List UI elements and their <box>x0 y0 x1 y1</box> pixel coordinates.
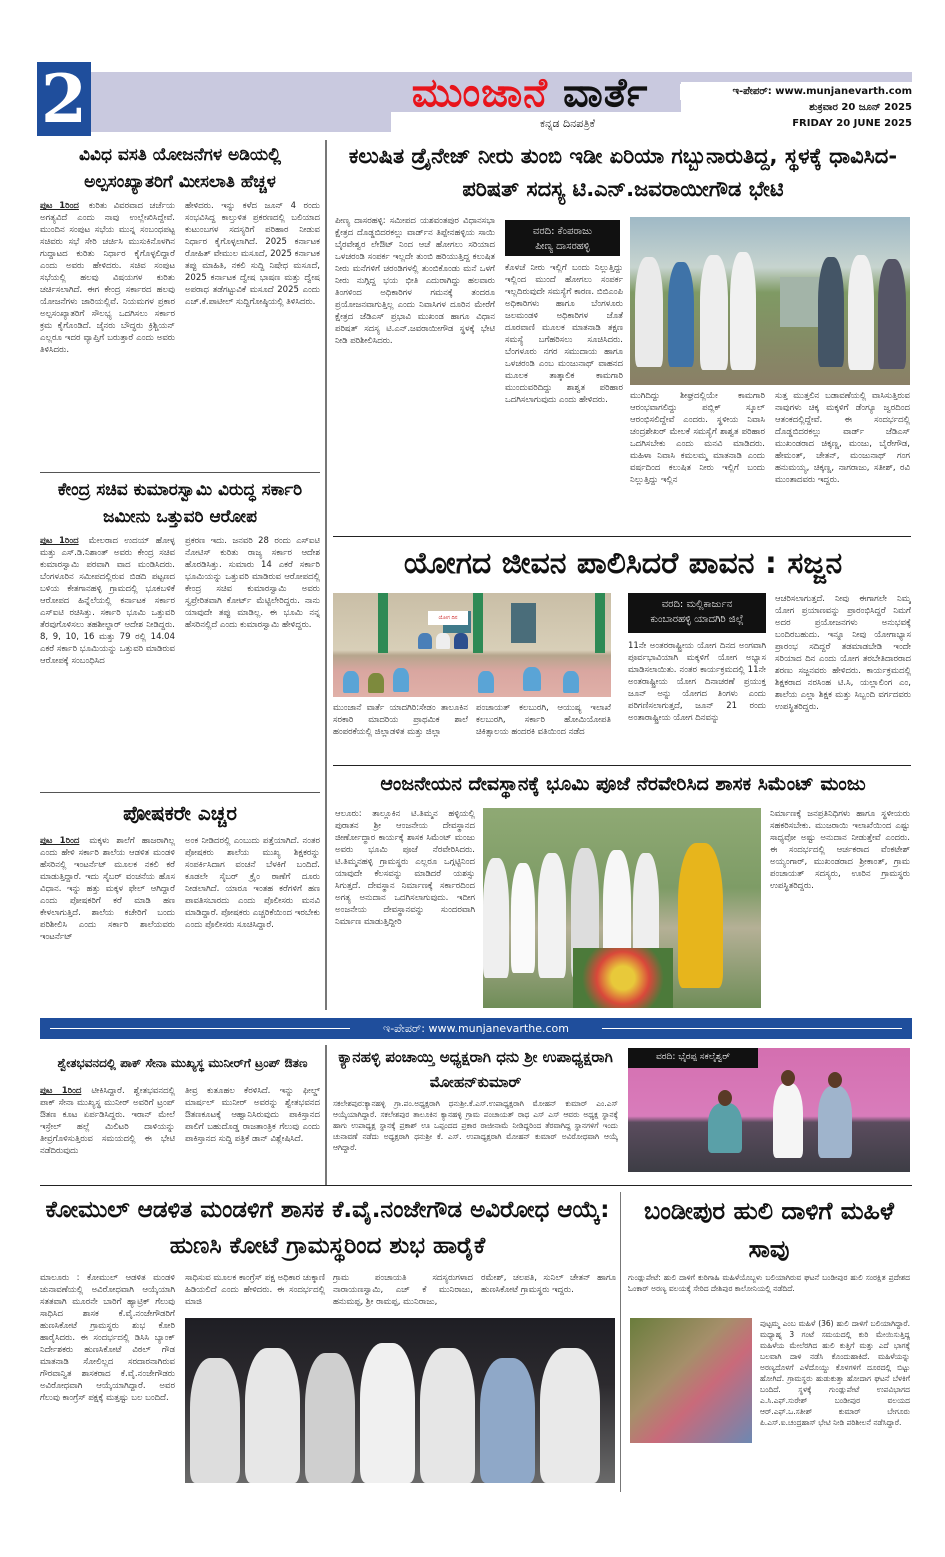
byline-box <box>628 593 766 633</box>
column-divider <box>325 140 327 1010</box>
headline-bandipur-tiger: ಬಂಡೀಪುರ ಹುಲಿ ದಾಳಿಗೆ ಮಹಿಳೆ ಸಾವು <box>643 1197 895 1263</box>
headline-yoga: ಯೋಗದ ಜೀವನ ಪಾಲಿಸಿದರೆ ಪಾವನ : ಸಜ್ಜನ <box>403 546 843 581</box>
article-body: ಕೊಳಚೆ ನೀರು ಇಲ್ಲಿಗೆ ಬಂದು ನಿಲ್ಲುತ್ತಿದ್ದು ಇಲ್ಲಿಂದ ಮುಂದೆ ಹೋಗಲು ಸಂಪರ್ಕ ಇಲ್ಲದಿರುವುದೇ ಸಮಸ್ಯೆಗೆ ಕಾರಣ. ಬಿಬಿಎಂಪಿ ಅಧಿಕಾರಿಗಳು ಹಾಗೂ ಬೆಂಗಳೂರು ಜಲಮಂಡಳಿ ಅಧಿಕಾರಿಗಳ ಜೊತೆ ದೂರವಾಣಿ ಮೂಲಕ ಮಾತನಾಡಿ ತಕ್ಷಣ ಸಮಸ್ಯೆ ಬಗೆಹರಿಸಲು ಸೂಚಿಸಿದರು. ಬೆಂಗಳೂರು ನಗರ ಸಮುದಾಯ ಹಾಗೂ ಒಳಚರಂಡಿ ಎಂಬ ಮಂಜುನಾಥ್ ವಾಹನದ ಮೂಲಕ ತಾತ್ಕಾಲಿಕ ಕಾಮಗಾರಿ ಮುಂದುವರಿದಿದ್ದು ಶಾಶ್ವತ ಪರಿಹಾರ ಒದಗಿಸಲಾಗುವುದು ಎಂದು ಹೇಳಿದರು. <box>505 263 623 405</box>
article-body: ರಮೇಶ್, ಚಲಪತಿ, ಸುನಿಲ್ ಚೇತನ್ ಹಾಗೂ ಹುಣಸಿಕೋಟೆ ಗ್ರಾಮಸ್ಥರು ಇದ್ದರು. <box>481 1273 616 1295</box>
photo-tiger-victim <box>630 1318 752 1443</box>
article-body: ಪುಟ 1ರಿಂದ ಮಕ್ಕಳು ಶಾಲೆಗೆ ಹಾಜರಾಗಿಲ್ಲ ಎಂದು ಹೇಳಿ ಸರ್ಕಾರಿ ಶಾಲೆಯ ಆಡಳಿತ ಮಂಡಳಿ ಹೆಸರಿನಲ್ಲಿ ಇಂಟರ್ನೆಟ್ ಮೂಲಕ ನಕಲಿ ಕರೆ ಮಾಡುತ್ತಿದ್ದಾರೆ. ಇದು ಸೈಬರ್ ವಂಚನೆಯ ಹೊಸ ವಿಧಾನ. ಇನ್ನು ಹತ್ತು ಮಕ್ಕಳ ಫೇಲ್ ಆಗಿದ್ದಾರೆ ಎಂದು ಪೋಷಕರಿಗೆ ಕರೆ ಮಾಡಿ ಹಣ ಕೇಳಲಾಗುತ್ತಿದೆ. ಶಾಲೆಯ ಕಚೇರಿಗೆ ಬಂದು ಪರಿಶೀಲಿಸಿ ಎಂದು ಸರ್ಕಾರಿ ಶಾಲೆಯವರು ಇಂಟರ್ನೆಟ್ <box>40 836 175 942</box>
page-number: 2 <box>37 62 91 136</box>
article-body: 11ನೇ ಅಂತರರಾಷ್ಟ್ರೀಯ ಯೋಗ ದಿನದ ಅಂಗವಾಗಿ ಪೂರ್ವಭಾವಿಯಾಗಿ ಮಕ್ಕಳಿಗೆ ಯೋಗ ಅಭ್ಯಾಸ ಮಾಡಿಸಲಾಯಿತು. ನಂತರ ಕಾರ್ಯಕ್ರಮದಲ್ಲಿ 11ನೇ ಅಂತರಾಷ್ಟ್ರೀಯ ಯೋಗ ದಿನಾಚರಣೆ ಪ್ರಯುಕ್ತ ಜೂನ್ ಅನ್ನು ಯೋಗದ ತಿಂಗಳು ಎಂದು ಪರಿಗಣಿಸಲಾಗುತ್ತದೆ, ಜೂನ್ 21 ರಂದು ಅಂತಾರಾಷ್ಟ್ರೀಯ ಯೋಗ ದಿನವನ್ನು <box>628 641 766 723</box>
headline-drainage: ಕಲುಷಿತ ಡ್ರೈನೇಜ್ ನೀರು ತುಂಬಿ ಇಡೀ ಏರಿಯಾ ಗಬ್ಬುನಾರುತಿದ್ದ, ಸ್ಥಳಕ್ಕೆ ಧಾವಿಸಿದ-ಪರಿಷತ್ ಸದಸ್ಯ ಟಿ.ಎನ್.ಜವರಾಯೀಗೌಡ ಭೇಟಿ <box>348 144 898 201</box>
byline-reporter: ವರದಿ: ಮಲ್ಲಿಕಾರ್ಜುನ <box>661 599 733 610</box>
epaper-link[interactable]: ಇ-ಪೇಪರ್: www.munjanevarthe.com <box>377 1022 575 1035</box>
article-body: ತೀವ್ರ ಕುತೂಹಲ ಕೆರಳಿಸಿದೆ. ಇನ್ನು ಫೀಲ್ಡ್ ಮಾರ್ಷಲ್ ಮುನೀರ್ ಅವರನ್ನು ಶ್ವೇತಭವನದ ಔತಣಕೂಟಕ್ಕೆ ಆಹ್ವಾನಿಸಿರುವುದು ಪಾಕಿಸ್ತಾನದ ಪಾಲಿಗೆ ಬಹುದೊಡ್ಡ ರಾಜತಾಂತ್ರಿಕ ಗೆಲುವು ಎಂದು ಪಾಕಿಸ್ತಾನದ ಸುದ್ದಿ ಪತ್ರಿಕೆ ಡಾನ್ ವಿಶ್ಲೇಷಿಸಿದೆ. <box>185 1086 320 1144</box>
headline-kumaraswamy: ಕೇಂದ್ರ ಸಚಿವ ಕುಮಾರಸ್ವಾಮಿ ವಿರುದ್ಧ ಸರ್ಕಾರಿ ಜಮೀನು ಒತ್ತುವರಿ ಆರೋಪ <box>57 480 303 527</box>
photo-yoga-children <box>333 593 611 697</box>
divider <box>40 472 320 473</box>
continued-kicker: ಪುಟ 1ರಿಂದ <box>40 836 80 846</box>
headline-minority-reservation: ವಿವಿಧ ವಸತಿ ಯೋಜನೆಗಳ ಅಡಿಯಲ್ಲಿ ಅಲ್ಪಸಂಖ್ಯಾತರಿಗೆ ಮೀಸಲಾತಿ ಹೆಚ್ಚಳ <box>79 145 281 192</box>
article-body: ಮುಗಿದಿದ್ದು ಶೀಘ್ರದಲ್ಲಿಯೇ ಕಾಮಗಾರಿ ಆರಂಭವಾಗಲಿದ್ದು ಪಬ್ಲಿಕ್ ಸ್ಕೂಲ್ ಆರಂಭಿಸಲಿದ್ದೇವೆ ಎಂದರು. ಸ್ಥಳೀಯ ನಿವಾಸಿ ಚಂದ್ರಶೇಖರ್ ಮೇಲಕೆ ಸಮಸ್ಯೆಗೆ ಶಾಶ್ವತ ಪರಿಹಾರ ಒದಗಿಸಬೇಕು ಎಂದು ಮನವಿ ಮಾಡಿದರು. ಮಹಿಳಾ ನಿವಾಸಿ ಕಮಲಮ್ಮ ಮಾತನಾಡಿ ಎಂದು ವರ್ಷದಿಂದ ಕಲುಷಿತ ನೀರು ಇಲ್ಲಿಗೆ ಬಂದು ನಿಲ್ಲುತ್ತಿದ್ದು ಇಲ್ಲಿನ <box>630 391 765 485</box>
divider <box>40 1185 912 1186</box>
yoga-banner: ಯೋಗ ದಿನ <box>428 611 468 625</box>
article-body: ಗ್ರಾಮ ಪಂಚಾಯತಿ ಸದಸ್ಯರುಗಳಾದ ನಾರಾಯಣಸ್ವಾಮಿ, ಎಚ್ ಕೆ ಮುನಿರಾಜು, ಹನುಮಪ್ಪ, ಶ್ರೀ ರಾಮಪ್ಪ, ಮುನಿರಾಜು, <box>333 1273 473 1307</box>
article-body: ಪುಟ 1ರಿಂದ ಮೇಲರಾದ ಉದಯ್ ಹೋಳ್ಳ ಮತ್ತು ಎಸ್.ಡಿ.ನಿಶಾಂತ್ ಅವರು ಕೇಂದ್ರ ಸಚಿವ ಕುಮಾರಸ್ವಾಮಿ ಪರವಾಗಿ ವಾದ ಮಂಡಿಸಿದರು. ಬೆಂಗಳೂರಿನ ಸಮೀಪದಲ್ಲಿರುವ ಬಿಡದಿ ಪಟ್ಟಣದ ಬಳಿಯ ಕೇತಗಾನಹಳ್ಳಿ ಗ್ರಾಮದಲ್ಲಿ ಭೂಕಬಳಿಕೆ ಆರೋಪದ ಹಿನ್ನೆಲೆಯಲ್ಲಿ ಕರ್ನಾಟಕ ಸರ್ಕಾರ ಎಸ್‌ಐಟಿ ರಚಿಸಿತ್ತು. ಸರ್ಕಾರಿ ಭೂಮಿ ಒತ್ತುವರಿ ತೆರವುಗೊಳಿಸಲು ತಹಶೀಲ್ದಾರ್ ಆದೇಶ ನೀಡಿದ್ದರು. 8, 9, 10, 16 ಮತ್ತು 79 ರಲ್ಲಿ 14.04 ಎಕರೆ ಸರ್ಕಾರಿ ಭೂಮಿಯನ್ನು ಒತ್ತುವರಿ ಮಾಡಿರುವ ಆರೋಪಕ್ಕೆ ಸಂಬಂಧಿಸಿದ <box>40 536 175 666</box>
article-body: ಗುಂಡ್ಲುಪೇಟೆ: ಹುಲಿ ದಾಳಿಗೆ ಕುರಿಗಾಹಿ ಮಹಿಳೆಯೊಬ್ಬಳು ಬಲಿಯಾಗಿರುವ ಘಟನೆ ಬಂಡೀಪುರ ಹುಲಿ ಸಂರಕ್ಷಿತ ಪ್ರದೇಶದ ಓಂಕಾರ್ ಅರಣ್ಯ ವಲಯಕ್ಕೆ ಸೇರಿದ ದೇಶಿಪುರ ಕಾಲೋನಿಯಲ್ಲಿ ನಡೆದಿದೆ. <box>628 1273 910 1293</box>
article-body: ಪ್ರಕರಣ ಇದು. ಜನವರಿ 28 ರಂದು ಎಸ್‌ಐಟಿ ನೋಟಿಸ್ ಕುರಿತು ರಾಜ್ಯ ಸರ್ಕಾರ ಆದೇಶ ಹೊರಡಿಸಿತ್ತು. ಸುಮಾರು 14 ಎಕರೆ ಸರ್ಕಾರಿ ಭೂಮಿಯನ್ನು ಒತ್ತುವರಿ ಮಾಡಿರುವ ಆರೋಪದಲ್ಲಿ ಕೇಂದ್ರ ಸಚಿವ ಕುಮಾರಸ್ವಾಮಿ ಅವರು ಸ್ವಪ್ರೇರಿತವಾಗಿ ಕೋರ್ಟ್ ಮೆಟ್ಟಿಲೇರಿದ್ದರು. ನಾನು ಯಾವುದೇ ತಪ್ಪು ಮಾಡಿಲ್ಲ. ಈ ಭೂಮಿ ನನ್ನ ಹೆಸರಿನಲ್ಲಿದೆ ಎಂದು ಕುಮಾರಸ್ವಾಮಿ ಹೇಳಿದ್ದರು. <box>185 536 320 630</box>
logo-part-2: ವಾರ್ತೆ <box>562 70 649 116</box>
article-body: ನಿರ್ಮಾಣಕ್ಕೆ ಜನಪ್ರತಿನಿಧಿಗಳು ಹಾಗೂ ಸ್ಥಳೀಯರು ಸಹಕರಿಸಬೇಕು. ಮುಜರಾಯಿ ಇಲಾಖೆಯಿಂದ ಎಷ್ಟು ಸಾಧ್ಯವೋ ಅಷ್ಟು ಅನುದಾನ ನೀಡುತ್ತೇವೆ ಎಂದರು. ಈ ಸಂದರ್ಭದಲ್ಲಿ ಆರ್ಚಕರಾದ ವೆಂಕಟೇಶ್ ಅಯ್ಯಂಗಾರ್, ಮುಖಂಡರಾದ ಶ್ರೀಕಾಂತ್, ಗ್ರಾಮ ಪಂಚಾಯತ್ ಸದಸ್ಯರು, ಊರಿನ ಗ್ರಾಮಸ್ಥರು ಉಪಸ್ಥಿತರಿದ್ದರು. <box>770 809 910 891</box>
newspaper-logo <box>395 68 665 118</box>
headline-kyanahalli: ಕ್ಯಾನಹಳ್ಳಿ ಪಂಚಾಯ್ತಿ ಅಧ್ಯಕ್ಷರಾಗಿ ಧನು ಶ್ರೀ ಉಪಾಧ್ಯಕ್ಷರಾಗಿ ಮೋಹನ್‌ಕುಮಾರ್ <box>338 1048 613 1091</box>
masthead-info <box>680 72 912 132</box>
headline-komul: ಕೋಮುಲ್ ಆಡಳಿತ ಮಂಡಳಿಗೆ ಶಾಸಕ ಕೆ.ವೈ.ನಂಜೇಗೌಡ ಅವಿರೋಧ ಆಯ್ಕೆ: ಹುಣಸಿ ಕೋಟೆ ಗ್ರಾಮಸ್ಥರಿಂದ ಶುಭ ಹಾರೈಕೆ <box>45 1197 610 1259</box>
article-body: ಸಕಲೇಶಪುರ:ಕ್ಯಾನಹಳ್ಳಿ ಗ್ರಾ.ಪಂ.ಅಧ್ಯಕ್ಷರಾಗಿ ಧನುಶ್ರೀ.ಕೆ.ಎಸ್.ಉಪಾಧ್ಯಕ್ಷರಾಗಿ ಮೋಹನ್ ಕುಮಾರ್ ಎಂ.ಎಸ್ ಆಯ್ಕೆಯಾಗಿದ್ದಾರೆ. ಸಕಲೇಶಪುರ ತಾಲೂಕಿನ ಕ್ಯಾನಹಳ್ಳಿ ಗ್ರಾಮ ಪಂಚಾಯತ್ ರಾಧ ಎಸ್ ಎಸ್ ಆವರು ಅಧ್ಯಕ್ಷ ಸ್ಥಾನಕ್ಕೆ ಹಾಗು ಉಪಾಧ್ಯಕ್ಷ ಸ್ಥಾನಕ್ಕೆ ಪ್ರಕಾಶ್ ಊ ಒಪ್ಪಂದದ ಪ್ರಕಾರ ರಾಜೀನಾಮೆ ನೀಡಿದ್ದರಿಂದ ತೆರವಾಗಿದ್ದ ಸ್ಥಾನಗಳಿಗೆ ಇಂದು ಚುನಾವಣೆ ನಡೆದು ಅಧ್ಯಕ್ಷರಾಗಿ ಧನುಶ್ರೀ ಕೆ. ಎಸ್. ಉಪಾಧ್ಯಕ್ಷರಾಗಿ ಮೋಹನ್ ಕುಮಾರ್ ಅವಿರೋಧವಾಗಿ ಆಯ್ಕೆ ಆಗಿದ್ದಾರೆ. <box>333 1099 618 1152</box>
photo-panchayat <box>628 1048 910 1172</box>
article-body: ಹೇಳಿದರು. ಇನ್ನು ಕಳೆದ ಜೂನ್ 4 ರಂದು ಸಂಭವಿಸಿದ್ದ ಕಾಲ್ತುಳಿತ ಪ್ರಕರಣದಲ್ಲಿ ಬಲಿಯಾದ ಕುಟುಂಬಗಳ ಸದಸ್ಯರಿಗೆ ಪರಿಹಾರ ನೀಡುವ ನಿರ್ಧಾರ ಕೈಗೊಳ್ಳಲಾಗಿದೆ. 2025 ಕರ್ನಾಟಕ ರೋಹಿತ್ ವೇಮುಲ ಮಸೂದೆ, 2025 ಕರ್ನಾಟಕ ತಪ್ಪು ಮಾಹಿತಿ, ನಕಲಿ ಸುದ್ದಿ ನಿಷೇಧ ಮಸೂದೆ, 2025 ಕರ್ನಾಟಕ ದ್ವೇಷ ಭಾಷಣ ಮತ್ತು ದ್ವೇಷ ಅಪರಾಧ ತಡೆಗಟ್ಟುವಿಕೆ ಮಸೂದೆ 2025 ಎಂದು ಎಚ್.ಕೆ.ಪಾಟೀಲ್ ಸುದ್ದಿಗೋಷ್ಠಿಯಲ್ಲಿ ತಿಳಿಸಿದರು. <box>185 201 320 307</box>
column-divider <box>620 1192 621 1492</box>
divider <box>40 792 320 793</box>
byline-reporter: ವರದಿ: ಕೆಂಪರಾಜು <box>532 226 593 237</box>
byline-place: ಪೀಣ್ಯ ದಾಸರಹಳ್ಳಿ <box>535 241 590 252</box>
article-body: ಪಂಚಾಯತ್ ಕಲಬುರಗಿ, ಆಯುಷ್ಯ ಇಲಾಖೆ ಕಲಬುರಗಿ, ಸರ್ಕಾರಿ ಹೋಮಿಯೋಪತಿ ಚಿಕಿತ್ಸಾಲಯ ಹಂದರಕಿ ವತಿಯಿಂದ ನಡೆದ <box>476 703 611 737</box>
article-body: ಆಚರಿಸಲಾಗುತ್ತದೆ. ನೀವು ಈಗಾಗಲೇ ನಿಮ್ಮ ಯೋಗ ಪ್ರಯಾಣವನ್ನು ಪ್ರಾರಂಭಿಸಿದ್ದರೆ ನಿಮಗೆ ಅದರ ಪ್ರಯೋಜನಗಳು ಅನುಭವಕ್ಕೆ ಬಂದಿರಬಹುದು. ಇನ್ನೂ ನೀವು ಯೋಗಾಭ್ಯಾಸ ಪ್ರಾರಂಭ ಸದಿದ್ದರೆ ತಡಮಾಡಬೇಡಿ ಇಂದೇ ಸರಿಯಾದ ದಿನ ಎಂದು ಯೋಗ ತರಬೇತಿದಾರರಾದ ಶರಣು ಸಜ್ಜನವರು ಹೇಳಿದರು. ಕಾರ್ಯಕ್ರಮದಲ್ಲಿ ಶಿಕ್ಷಕರಾದ ನರಸಿಂಹ ಟಿ.ಸಿ, ಯಲ್ಲಾಲಿಂಗ ಎಂ, ಶಾಲೆಯ ಎಲ್ಲಾ ಶಿಕ್ಷಕ ಮತ್ತು ಸಿಬ್ಬಂದಿ ವರ್ಗದವರು ಉಪಸ್ಥಿತರಿದ್ದರು. <box>775 594 911 712</box>
headline-trump-munir: ಶ್ವೇತಭವನದಲ್ಲಿ ಪಾಕ್ ಸೇನಾ ಮುಖ್ಯಸ್ಥ ಮುನೀರ್‌ಗೆ ಟ್ರಂಪ್ ಔತಣ <box>57 1056 308 1070</box>
article-body: ಆಲೂರು: ತಾಲ್ಲೂಕಿನ ಟಿ.ತಿಮ್ಮನ ಹಳ್ಳಿಯಲ್ಲಿ ಪುರಾತನ ಶ್ರೀ ಆಂಜನೇಯ ದೇವಸ್ಥಾನದ ಜೀರ್ಣೋದ್ಧಾರ ಕಾರ್ಯಕ್ಕೆ ಶಾಸಕ ಸಿಮೆಂಟ್ ಮಂಜು ಅವರು ಭೂಮಿ ಪೂಜೆ ನೆರವೇರಿಸಿದರು. ಟಿ.ತಿಮ್ಮನಹಳ್ಳಿ ಗ್ರಾಮಸ್ಥರು ಎಲ್ಲರೂ ಒಗ್ಗಟ್ಟಿನಿಂದ ಯಾವುದೇ ಕೆಲಸವನ್ನು ಮಾಡಿದರೆ ಯಶಸ್ಸು ಸಿಗುತ್ತದೆ. ದೇವಸ್ಥಾನ ನಿರ್ಮಾಣಕ್ಕೆ ಸರ್ಕಾರದಿಂದ ಅಗತ್ಯ ಅನುದಾನ ಒದಗಿಸಲಾಗುವುದು. ಇದೀಗ ಅಂಜನೇಯ ದೇವಸ್ಥಾನವನ್ನು ಸುಂದರವಾಗಿ ನಿರ್ಮಾಣ ಮಾಡುತ್ತಿದ್ದೀರಿ <box>335 809 475 927</box>
tagline: ಕನ್ನಡ ದಿನಪತ್ರಿಕೆ <box>540 117 596 130</box>
article-body: ಪುಟ 1ರಿಂದ ಟೀಕಿಸಿದ್ದಾರೆ. ಶ್ವೇತಭವನದಲ್ಲಿ ಪಾಕ್ ಸೇನಾ ಮುಖ್ಯಸ್ಥ ಮುನೀರ್ ಅವರಿಗೆ ಟ್ರಂಪ್ ಔತಣ ಕೂಟ ಏರ್ಪಡಿಸಿದ್ದರು. ಇರಾನ್ ಮೇಲೆ ಇಸ್ರೇಲ್ ಹಲ್ಲೆ ಮಿಲಿಟರಿ ದಾಳಿಯನ್ನು ತೀವ್ರಗೊಳಿಸುತ್ತಿರುವ ಸಮಯದಲ್ಲಿ ಈ ಭೇಟಿ ನಡೆದಿರುವುದು <box>40 1086 175 1156</box>
photo-komul-felicitation <box>185 1318 615 1483</box>
article-body: ಪುಟ್ಟಮ್ಮ ಎಂಬ ಮಹಿಳೆ (36) ಹುಲಿ ದಾಳಿಗೆ ಬಲಿಯಾಗಿದ್ದಾರೆ. ಮಧ್ಯಾಹ್ನ 3 ಗಂಟೆ ಸಮಯದಲ್ಲಿ ಕುರಿ ಮೇಯಿಸುತ್ತಿದ್ದ ಮಹಿಳೆಯ ಮೇಲೆರಗಿದ ಹುಲಿ ಕುತ್ತಿಗೆ ಮತ್ತು ಎದೆ ಭಾಗಕ್ಕೆ ಬಲವಾಗಿ ದಾಳಿ ನಡೆಸಿ ಕೊಂದುಹಾಕಿದೆ. ಮಹಿಳೆಯನ್ನು ಅರಣ್ಯದೊಳಗೆ ಎಳೆದೊಯ್ದು ಕೊಳಗಳಿಗೆ ದೂರದಲ್ಲಿ ಬಿಟ್ಟು ಹೋಗಿದೆ. ಗ್ರಾಮಸ್ಥರು ಹುಡುಕುತ್ತಾ ಹೋದಾಗ ಘಟನೆ ಬೆಳಕಿಗೆ ಬಂದಿದೆ. ಸ್ಥಳಕ್ಕೆ ಗುಂಡ್ಲುಪೇಟೆ ಉಪವಿಭಾಗದ ಎ.ಸಿ.ಎಫ್.ಸುರೇಶ್ ಬಂಡೀಪುರ ವಲಯದ ಆರ್.ಎಫ್.ಒ.ಸತೀಶ್ ಕುಮಾರ್ ಬೇಗೂರು ಪಿ.ಎಸ್.ಐ.ಚಂದ್ರಹಾಸ್ ಭೇಟಿ ನೀಡಿ ಪರಿಶೀಲನೆ ನಡೆಸಿದ್ದಾರೆ. <box>760 1319 910 1427</box>
byline-place: ಕುಂಬಾರಹಳ್ಳಿ ಯಾದಗಿರಿ ಜಿಲ್ಲೆ <box>650 614 744 625</box>
continued-kicker: ಪುಟ 1ರಿಂದ <box>40 1086 82 1096</box>
photo-bhoomi-pooja <box>483 808 761 1008</box>
date-english: FRIDAY 20 JUNE 2025 <box>792 118 912 129</box>
headline-anjaneya-temple: ಆಂಜನೇಯನ ದೇವಸ್ಥಾನಕ್ಕೆ ಭೂಮಿ ಪೂಜೆ ನೆರವೇರಿಸಿದ ಶಾಸಕ ಸಿಮೆಂಟ್ ಮಂಜು <box>380 773 866 795</box>
continued-kicker: ಪುಟ 1ರಿಂದ <box>40 536 79 546</box>
masthead-band <box>91 112 391 132</box>
article-body: ಮುಂಜಾನೆ ವಾರ್ತೆ ಯಾದಗಿರಿ:ಸೇಡಂ ತಾಲೂಕಿನ ಸರಕಾರಿ ಮಾದರಿಯ ಪ್ರಾಥಮಿಕ ಶಾಲೆ ಹಂಪರಕೆಯಲ್ಲಿ ಜಿಲ್ಲಾಡಳಿತ ಮತ್ತು ಜಿಲ್ಲಾ <box>333 703 468 737</box>
article-body: ಸಾಧಿಸುವ ಮೂಲಕ ಕಾಂಗ್ರೆಸ್ ಪಕ್ಷ ಅಧಿಕಾರ ಚುಕ್ಕಾಣಿ ಹಿಡಿಯಲಿದೆ ಎಂದು ಹೇಳಿದರು. ಈ ಸಂದರ್ಭದಲ್ಲಿ ಮಾಜಿ <box>185 1273 325 1307</box>
column-divider <box>325 1045 327 1185</box>
article-body: ಪೀಣ್ಯ ದಾಸರಹಳ್ಳಿ: ಸಮೀಪದ ಯಶವಂತಪುರ ವಿಧಾನಸಭಾ ಕ್ಷೇತ್ರದ ದೊಡ್ಡಬಿದರಕಲ್ಲು ವಾರ್ಡ್‌ನ ತಿಪ್ಪೇನಹಳ್ಳಿಯ ಸಾಯಿ ಬೈರವೇಶ್ವರ ಲೇಔಟ್ ನಿಂದ ಆಚೆ ಹೋಗಲು ಸರಿಯಾದ ಒಳಚರಂಡಿ ಸಂಪರ್ಕ ಇಲ್ಲದೇ ತುಂಬಿ ಹರಿಯುತ್ತಿದ್ದ ಕಲುಷಿತ ನೀರು ಮನೆಗಳಿಗೆ ಚರಂಡಿಗಳಲ್ಲಿ ತುಂಬಿಕೊಂಡು ಮನೆ ಒಳಗೆ ನೀರು ನುಗ್ಗಿದ್ದ ಭಯ ಭೀತಿ ಎದುರಾಗಿದ್ದು ಹಲವಾರು ತಿಂಗಳಿಂದ ಅಧಿಕಾರಿಗಳ ಗಮನಕ್ಕೆ ತಂದರೂ ಪ್ರಯೋಜನವಾಗುತ್ತಿಲ್ಲ ಎಂದು ನಿವಾಸಿಗಳ ದೂರಿನ ಮೇರೆಗೆ ಕ್ಷೇತ್ರದ ಜೆಡಿಎಸ್ ಪ್ರಭಾವಿ ಮುಖಂಡ ಹಾಗೂ ವಿಧಾನ ಪರಿಷತ್ ಸದಸ್ಯ ಟಿ.ಎನ್.ಜವರಾಯೀಗೌಡ ಸ್ಥಳಕ್ಕೆ ಭೇಟಿ ನೀಡಿ ಪರಿಶೀಲಿಸಿದರು. <box>335 216 495 346</box>
article-body: ಸುತ್ತ ಮುತ್ತಲಿನ ಬಡಾವಣೆಯಲ್ಲಿ ವಾಸಿಸುತ್ತಿರುವ ನಾವುಗಳು ಚಿಕ್ಕ ಮಕ್ಕಳಿಗೆ ಡೆಂಗ್ಯೂ ಜ್ವರದಿಂದ ಆತಂಕದಲ್ಲಿದ್ದೇವೆ. ಈ ಸಂದರ್ಭದಲ್ಲಿ ದೊಡ್ಡಬಿದರಕಲ್ಲು ವಾರ್ಡ್ ಜೆಡಿಎಸ್ ಮುಖಂಡರಾದ ಚಿಕ್ಕಣ್ಣ, ಮಂಜು, ಬೈರೇಗೌಡ, ಹೇಮಂತ್, ಚೇತನ್, ಮಂಜುನಾಥ್ ಗಂಗ ಹನುಮಯ್ಯ, ಚಿಕ್ಕಣ್ಣ, ನಾಗರಾಜು, ಸತೀಶ್, ರವಿ ಮುಂತಾದವರು ಇದ್ದರು. <box>775 391 910 485</box>
article-body: ಅಂಕ ನೀಡಿದರಲ್ಲಿ ಎಂಬುದು ಪತ್ತೆಯಾಗಿದೆ. ನಂತರ ಪೋಷಕರು ಶಾಲೆಯ ಮುಖ್ಯ ಶಿಕ್ಷಕರನ್ನು ಸಂಪರ್ಕಿಸಿದಾಗ ವಂಚನೆ ಬೆಳಕಿಗೆ ಬಂದಿದೆ. ಕೂಡಲೇ ಸೈಬರ್ ಕ್ರೈಂ ಠಾಣೆಗೆ ದೂರು ನೀಡಲಾಗಿದೆ. ಯಾರೂ ಇಂತಹ ಕರೆಗಳಿಗೆ ಹಣ ಪಾವತಿಸಬಾರದು ಎಂದು ಪೊಲೀಸರು ಮನವಿ ಮಾಡಿದ್ದಾರೆ. ಪೋಷಕರು ಎಚ್ಚರಿಕೆಯಿಂದ ಇರಬೇಕು ಎಂದು ಪೊಲೀಸರು ಸೂಚಿಸಿದ್ದಾರೆ. <box>185 836 320 930</box>
logo-part-1: ಮುಂಜಾನೆ <box>411 70 549 116</box>
photo-drainage-visit <box>630 217 910 385</box>
date-kannada: ಶುಕ್ರವಾರ 20 ಜೂನ್ 2025 <box>809 102 912 113</box>
byline-box <box>505 220 620 256</box>
continued-kicker: ಪುಟ 1ರಿಂದ <box>40 201 79 211</box>
headline-parents-beware: ಪೋಷಕರೇ ಎಚ್ಚರ <box>123 801 237 825</box>
article-body: ಪುಟ 1ರಿಂದ ಕುರಿತು ವಿವರವಾದ ಚರ್ಚೆಯ ಅಗತ್ಯವಿದೆ ಎಂದು ನಾವು ಉಲ್ಲೇಖಿಸಿದ್ದೇವೆ. ಮುಂದಿನ ಸಂಪುಟ ಸಭೆಯ ಮುನ್ನ ಸಂಬಂಧಪಟ್ಟ ಸಚಿವರು ಸಭೆ ಸೇರಿ ಚರ್ಚಿಸಿ ಮುಸುಕಿನೊಳಗಿನ ಗುದ್ದಾಟದ ಕುರಿತು ನಿರ್ಧಾರ ಕೈಗೊಳ್ಳಲಿದ್ದಾರೆ ಎಂದು ಅವರು ಹೇಳಿದರು. ಸಚಿವ ಸಂಪುಟ ಸಭೆಯಲ್ಲಿ ಹಲವು ವಿಷಯಗಳ ಕುರಿತು ಚರ್ಚಿಸಲಾಗಿದೆ. ಈಗ ಕೇಂದ್ರ ಸರ್ಕಾರದ ಹಲವು ಯೋಜನೆಗಳು ಜಾರಿಯಲ್ಲಿವೆ. ನಿಯಮಗಳ ಪ್ರಕಾರ ಅಲ್ಪಸಂಖ್ಯಾತರಿಗೆ ಸೌಲಭ್ಯ ಒದಗಿಸಲು ಸರ್ಕಾರ ಕ್ರಮ ಕೈಗೊಂಡಿದೆ. ಜೈನರು ಬೌದ್ಧರು ಕ್ರಿಶ್ಚಿಯನ್ ಎಲ್ಲರೂ ಇದರ ವ್ಯಾಪ್ತಿಗೆ ಬರುತ್ತಾರೆ ಎಂದು ಅವರು ತಿಳಿಸಿದರು. <box>40 201 175 355</box>
article-body: ಮಾಲೂರು : ಕೋಮುಲ್ ಆಡಳಿತ ಮಂಡಳಿ ಚುನಾವಣೆಯಲ್ಲಿ ಅವಿರೋಧವಾಗಿ ಆಯ್ಕೆಯಾಗಿ ಸತತವಾಗಿ ಮೂರನೇ ಬಾರಿಗೆ ಹ್ಯಾಟ್ರಿಕ್ ಗೆಲುವು ಸಾಧಿಸಿದ ಶಾಸಕ ಕೆ.ವೈ.ನಂಜೇಗೌಡರಿಗೆ ಹುಣಸಿಕೋಟೆ ಗ್ರಾಮಸ್ಥರು ಶುಭ ಕೋರಿ ಹಾರೈಸಿದರು. ಈ ಸಂದರ್ಭದಲ್ಲಿ ಡಿಸಿಸಿ ಬ್ಯಾಂಕ್ ನಿರ್ದೇಶಕರು ಹುಣಸಿಕೋಟೆ ವಿಠಲ್ ಗೌಡ ಮಾತನಾಡಿ ಸೋಲಿಲ್ಲದ ಸರದಾರನಾಗಿರುವ ಗೌರವಾನ್ವಿತ ಶಾಸಕರಾದ ಕೆ.ವೈ.ನಂಜೇಗೌಡರು ಅವಿರೋಧವಾಗಿ ಆಯ್ಕೆಯಾಗಿದ್ದಾರೆ. ಅವರ ಗೆಲುವು ಕಾಂಗ್ರೆಸ್ ಪಕ್ಷಕ್ಕೆ ಮತ್ತಷ್ಟು ಬಲ ಬಂದಿದೆ. <box>40 1273 175 1403</box>
epaper-link[interactable]: ಇ-ಪೇಪರ್: www.munjanevarth.com <box>680 84 912 100</box>
divider <box>333 536 911 537</box>
divider <box>333 765 911 766</box>
byline-box: ವರದಿ: ಭೈರಪ್ಪ ಸಕಲೈಶ್ವರ್ <box>628 1048 758 1068</box>
epaper-banner <box>40 1018 912 1039</box>
